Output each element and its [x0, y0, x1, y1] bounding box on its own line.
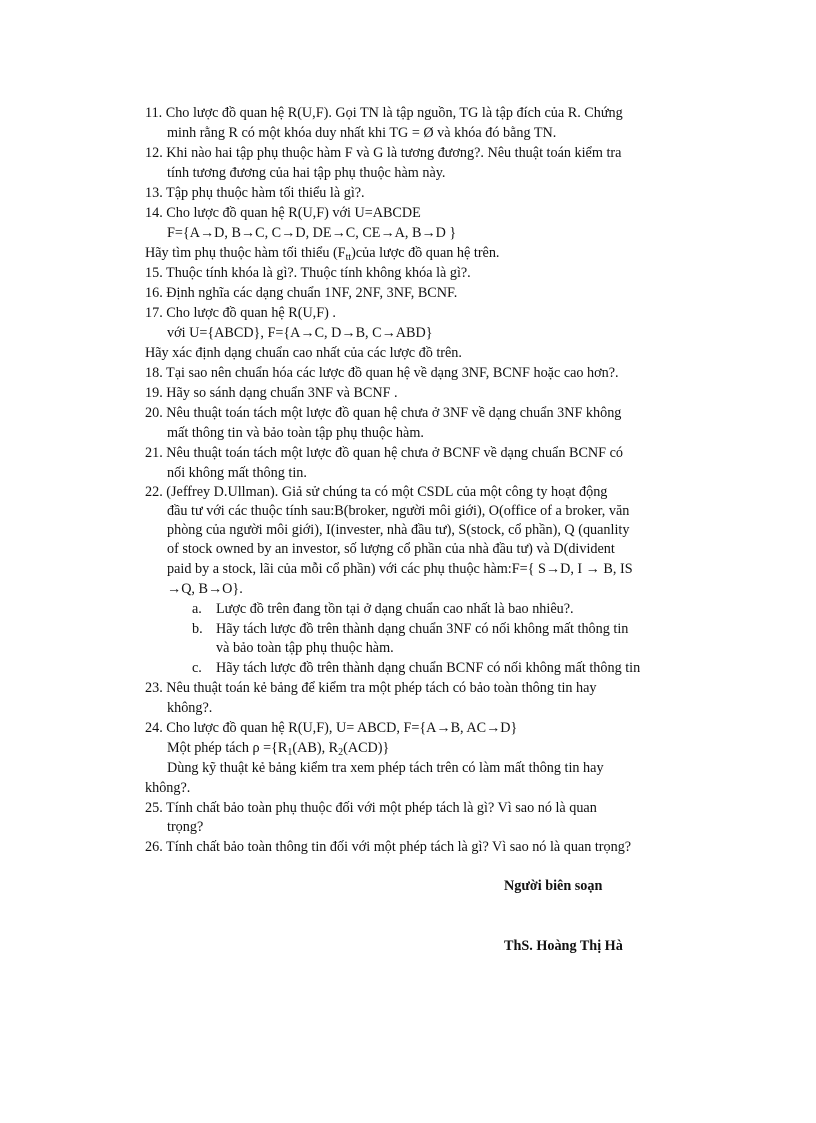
q12-line2: tính tương đương của hai tập phụ thuộc hàm này. [167, 165, 446, 181]
q14-line3: Hãy tìm phụ thuộc hàm tối thiểu $(F_{tt})của$ lược đồ quan hệ trên. [145, 245, 500, 263]
q25-line1: 25. Tính chất bảo toàn phụ thuộc đối với một phép tách là gì? Vì sao nó là quan [145, 800, 597, 816]
signature-name: ThS. Hoàng Thị Hà [504, 938, 623, 954]
q22-line1: 22. (Jeffrey D.Ullman). Giả sử chúng ta có một CSDL của một công ty hoạt động [145, 484, 608, 500]
q24-line3: Dùng kỹ thuật kẻ bảng kiểm tra xem phép tách trên có làm mất thông tin hay [167, 760, 604, 776]
q21-line1: 21. Nêu thuật toán tách một lược đồ quan hệ chưa ở BCNF về dạng chuẩn BCNF có [145, 445, 623, 461]
q22-item-c: Hãy tách lược đồ trên thành dạng chuẩn BCNF có nối không mất thông tin [216, 660, 641, 676]
signature-role: Người biên soạn [504, 878, 603, 894]
q20-line2: mất thông tin và bảo toàn tập phụ thuộc hàm. [167, 425, 424, 441]
q24-line2: Một phép tách $\rho =\{R_1(AB)$, $R_2(ACD)$} [167, 740, 390, 758]
q19-line1: 19. Hãy so sánh dạng chuẩn 3NF và BCNF . [145, 385, 398, 401]
q22-line6: →Q, B→O}. [167, 581, 243, 597]
q17-line3: Hãy xác định dạng chuẩn cao nhất của các lược đồ trên. [145, 345, 462, 361]
q12-line1: 12. Khi nào hai tập phụ thuộc hàm F và G là tương đương?. Nêu thuật toán kiểm tra [145, 145, 622, 161]
q22-line2: đầu tư với các thuộc tính sau:B(broker, người môi giới), O(office of a broker, văn [167, 503, 630, 519]
q22-line4: of stock owned by an investor, số lượng cổ phần của nhà đầu tư) và D(divident [167, 541, 615, 557]
q22-item-c-label: c. [192, 660, 202, 676]
q21-line2: nối không mất thông tin. [167, 465, 307, 481]
q13-line1: 13. Tập phụ thuộc hàm tối thiểu là gì?. [145, 185, 365, 201]
q23-line2: không?. [167, 700, 213, 716]
q22-item-b-line2: và bảo toàn tập phụ thuộc hàm. [216, 640, 394, 656]
q24-line1: 24. Cho lược đồ quan hệ R(U,F), U= ABCD, F={A→B, AC→D} [145, 720, 518, 736]
q22-line3: phòng của người môi giới), I(invester, nhà đầu tư), S(stock, cổ phần), Q (quanlity [167, 522, 630, 538]
q22-item-a-label: a. [192, 601, 202, 617]
q18-line1: 18. Tại sao nên chuẩn hóa các lược đồ quan hệ về dạng 3NF, BCNF hoặc cao hơn?. [145, 365, 619, 381]
q20-line1: 20. Nêu thuật toán tách một lược đồ quan hệ chưa ở 3NF về dạng chuẩn 3NF không [145, 405, 622, 421]
q24-line4: không?. [145, 780, 191, 796]
q22-item-b-label: b. [192, 621, 203, 637]
q11-line1: 11. Cho lược đồ quan hệ R(U,F). Gọi TN là tập nguồn, TG là tập đích của R. Chứng [145, 105, 623, 121]
q22-item-b-line1: Hãy tách lược đồ trên thành dạng chuẩn 3NF có nối không mất thông tin [216, 621, 629, 637]
q17-line1: 17. Cho lược đồ quan hệ R(U,F) . [145, 305, 336, 321]
q22-item-a: Lược đồ trên đang tồn tại ở dạng chuẩn cao nhất là bao nhiêu?. [216, 601, 574, 617]
q25-line2: trọng? [167, 819, 204, 835]
q11-line2: minh rằng R có một khóa duy nhất khi TG = Ø và khóa đó bằng TN. [167, 125, 557, 141]
q14-line1: 14. Cho lược đồ quan hệ R(U,F) với U=ABCDE [145, 205, 421, 221]
q14-line2: F={A→D, B→C, C→D, DE→C, CE→A, B→D } [167, 225, 457, 241]
q17-line2: với U={ABCD}, F={A→C, D→B, C→ABD} [167, 325, 433, 341]
q15-line1: 15. Thuộc tính khóa là gì?. Thuộc tính không khóa là gì?. [145, 265, 471, 281]
q16-line1: 16. Định nghĩa các dạng chuẩn 1NF, 2NF, 3NF, BCNF. [145, 285, 458, 301]
q23-line1: 23. Nêu thuật toán kẻ bảng để kiểm tra một phép tách có bảo toàn thông tin hay [145, 680, 597, 696]
q26-line1: 26. Tính chất bảo toàn thông tin đối với một phép tách là gì? Vì sao nó là quan trọng? [145, 839, 632, 855]
q22-line5: paid by a stock, lãi của mỗi cổ phần) với các phụ thuộc hàm:F={ S→D, I → B, IS [167, 561, 633, 577]
